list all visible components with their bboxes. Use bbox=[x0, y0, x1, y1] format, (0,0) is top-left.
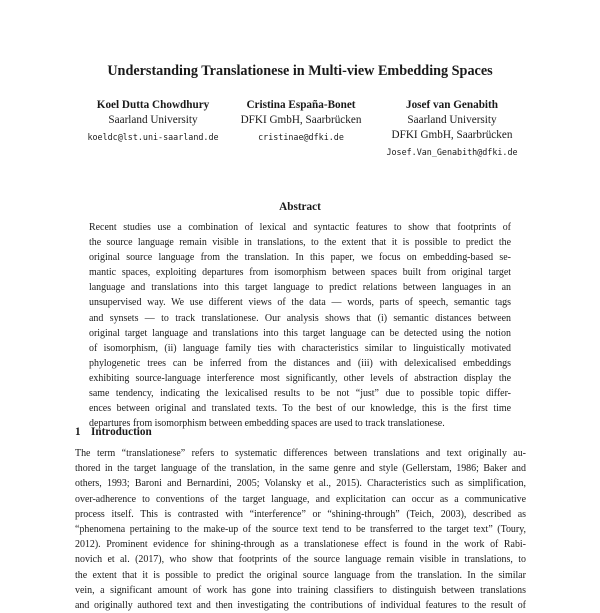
abstract-heading: Abstract bbox=[279, 201, 321, 213]
body-line: 2012). Prominent evidence for shining-through as a translationese effect is found in the work of Rabi- bbox=[75, 539, 526, 551]
author-name: Koel Dutta Chowdhury bbox=[96, 99, 210, 111]
author-block bbox=[241, 98, 362, 144]
author-block bbox=[87, 98, 218, 144]
abstract-line: original source language from the translation. In this paper, we focus on embedding-based se- bbox=[89, 252, 511, 264]
author-email[interactable]: Josef.Van_Genabith@dfki.de bbox=[386, 147, 518, 157]
author-affiliation: Saarland University bbox=[407, 114, 497, 126]
abstract-line: original target language and translations into this target language can be detected using the notion bbox=[89, 327, 511, 339]
abstract-line: same tendency, indicating the lexicalised results to be not “just” due to possible topic differ- bbox=[89, 388, 511, 400]
body-line: novich et al. (2017), who show that footprints of the source language remain visible in translations, to bbox=[75, 554, 526, 566]
abstract-line: ences between original and translated texts. To the best of our knowledge, this is the first time bbox=[89, 403, 511, 415]
author-affiliation: Saarland University bbox=[108, 114, 198, 126]
body-line: vein, a significant amount of work has gone into training classifiers to distinguish between translations bbox=[75, 584, 526, 596]
author-name: Josef van Genabith bbox=[405, 99, 498, 111]
body-line: process itself. This is contrasted with “interference” or “shining-through” (Teich, 2003), described as bbox=[75, 508, 526, 520]
author-block bbox=[386, 98, 517, 159]
body-line: over-adherence to conventions of the target language, and explicitation can occur as a communicative bbox=[75, 493, 526, 505]
abstract-line: the source language remain visible in translations, to the extent that it is possible to predict the bbox=[89, 237, 511, 249]
author-name: Cristina España-Bonet bbox=[246, 99, 356, 111]
body-line: the extent that it is possible to predict the original source language from the translation. In the similar bbox=[75, 569, 526, 581]
body-line: The term “translationese” refers to systematic differences between translations and text originally au- bbox=[75, 448, 526, 459]
section-number: 1 bbox=[75, 426, 81, 438]
body-line: others, 1993; Baroni and Bernardini, 2005; Volansky et al., 2015). Characteristics such as simplification, bbox=[75, 478, 526, 490]
abstract-line: of isomorphism, (ii) language family ties with characteristics similar to linguistically motivated bbox=[89, 342, 511, 354]
paper-title: Understanding Translationese in Multi-view Embedding Spaces bbox=[107, 63, 493, 79]
abstract-line: exhibiting source-language interference most significantly, other levels of abstraction display the bbox=[89, 372, 511, 384]
abstract-line: Recent studies use a combination of lexical and syntactic features to show that footprints of bbox=[89, 222, 511, 233]
abstract-line: mantic spaces, exploiting departures from isomorphism between spaces built from original target bbox=[89, 267, 511, 279]
section-heading bbox=[75, 425, 152, 439]
abstract-line: phylogenetic trees can be inferred from the distances and (iii) with delexicalised embeddings bbox=[89, 357, 511, 369]
section-title: Introduction bbox=[91, 426, 152, 438]
abstract-line: language and translations into this target language to predict relations between languages in an bbox=[89, 282, 511, 294]
body-line: “phenomena pertaining to the make-up of the source text tend to be transferred to the target text” (Toury, bbox=[75, 523, 526, 535]
abstract-line: unsupervised way. We use different views of the data — words, parts of speech, semantic tags bbox=[89, 297, 511, 309]
abstract-line: and synsets — to track translationese. Our analysis shows that (i) semantic distances between bbox=[89, 312, 511, 324]
author-email[interactable]: cristinae@dfki.de bbox=[258, 132, 344, 142]
abstract-text bbox=[89, 220, 511, 431]
body-line: and originally authored text and then investigating the contributions of individual features to the result of bbox=[75, 599, 526, 611]
author-affiliation: DFKI GmbH, Saarbrücken bbox=[391, 129, 513, 141]
author-email[interactable]: koeldc@lst.uni-saarland.de bbox=[87, 132, 219, 142]
introduction-text bbox=[75, 446, 526, 613]
body-line: thored in the target language of the translation, in the same genre and style (Gellerstam, 1986; Baker and bbox=[75, 463, 526, 475]
abstract-line: departures from isomorphism between embedding spaces are used to track translationese. bbox=[89, 418, 445, 430]
author-affiliation: DFKI GmbH, Saarbrücken bbox=[240, 114, 362, 126]
